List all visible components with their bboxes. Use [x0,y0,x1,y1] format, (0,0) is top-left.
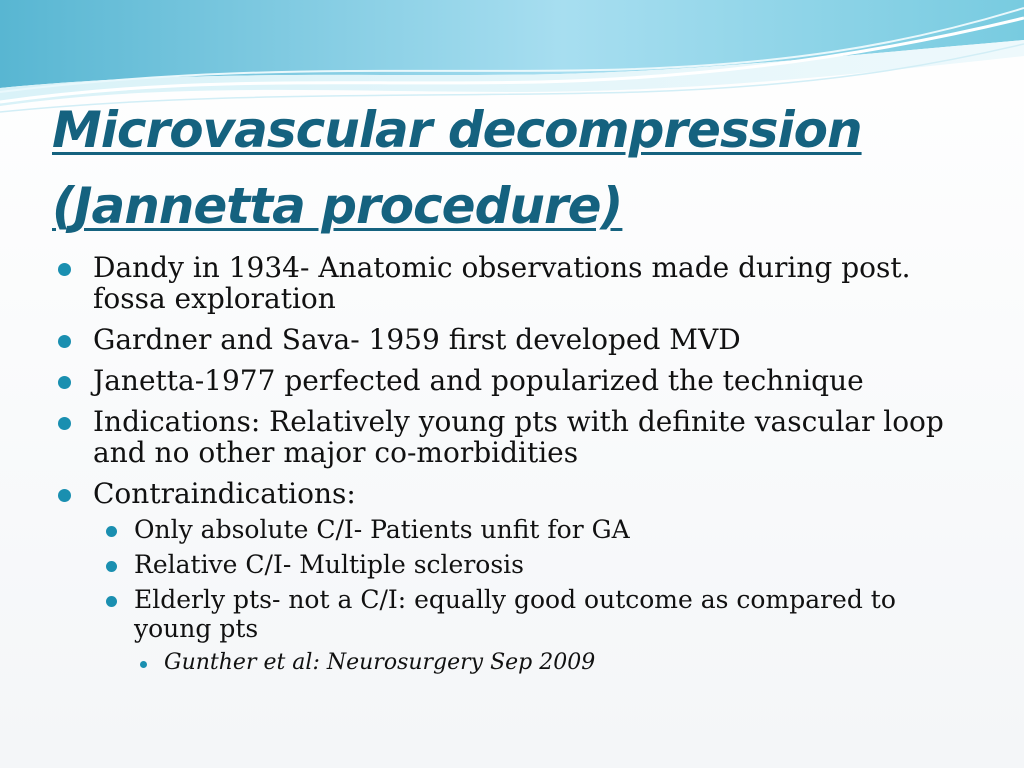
bullet-dot-icon [58,489,71,502]
bullet-text: Janetta-1977 perfected and popularized the technique [93,364,864,397]
bullet-text: Indications: Relatively young pts with definite vascular loop and no other major co-morbidities [93,405,944,469]
sub-bullet-text: Relative C/I- Multiple sclerosis [134,550,525,579]
bullet-item-history-dandy [58,252,958,314]
title-line-1: Microvascular decompression [52,101,862,159]
bullet-list [58,252,958,677]
bullet-text: Contraindications: [93,477,356,510]
bullet-text: Dandy in 1934- Anatomic observations made during post. fossa exploration [93,251,911,315]
bullet-item-gardner-sava [58,324,958,355]
sub-bullet-text: Only absolute C/I- Patients unfit for GA [134,515,630,544]
bullet-item-janetta [58,365,958,396]
bullet-text: Gardner and Sava- 1959 first developed MVD [93,323,741,356]
title-line-2: (Jannetta procedure) [52,177,623,235]
sub-bullet-absolute-ci [58,515,958,544]
bullet-dot-icon [58,335,71,348]
bullet-item-indications [58,406,958,468]
bullet-item-contraindications [58,478,958,509]
sub-bullet-text: Elderly pts- not a C/I: equally good outcome as compared to young pts [134,585,896,643]
sub-bullet-elderly [58,585,958,643]
citation-item [58,649,958,677]
bullet-dot-icon [58,376,71,389]
bullet-dot-icon [58,263,71,276]
sub-bullet-dot-icon [106,561,117,572]
slide-title [52,92,992,244]
sub-bullet-dot-icon [106,526,117,537]
citation-text: Gunther et al: Neurosurgery Sep 2009 [164,650,596,675]
sub-bullet-dot-icon [106,596,117,607]
sub-bullet-relative-ci [58,550,958,579]
citation-dot-icon [140,661,147,668]
bullet-dot-icon [58,417,71,430]
